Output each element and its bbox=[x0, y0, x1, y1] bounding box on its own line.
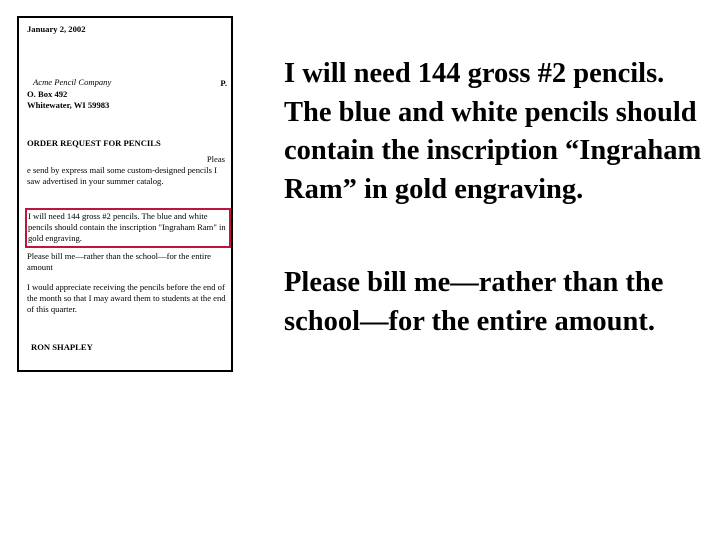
address-city: Whitewater, WI 59983 bbox=[27, 100, 110, 110]
letter-page bbox=[17, 16, 233, 372]
signature: RON SHAPLEY bbox=[31, 342, 93, 352]
letter-heading: ORDER REQUEST FOR PENCILS bbox=[27, 138, 161, 148]
callout-paragraph-2: Please bill me—rather than the school—for the entire amount. bbox=[284, 267, 664, 337]
address-po-box: O. Box 492 bbox=[27, 89, 68, 99]
request-first-fragment: Pleas bbox=[206, 154, 225, 164]
request-paragraph: e send by express mail some custom-designed pencils I saw advertised in your summer catalog. bbox=[27, 165, 217, 186]
highlighted-paragraph: I will need 144 gross #2 pencils. The blue and white pencils should contain the inscription "Ingraham Ram" in gold engraving. bbox=[28, 211, 226, 243]
address-po-prefix: P. bbox=[220, 78, 227, 88]
billing-paragraph: Please bill me—rather than the school—for the entire amount bbox=[27, 251, 211, 272]
company-name: Acme Pencil Company bbox=[33, 77, 112, 87]
letter-date: January 2, 2002 bbox=[27, 24, 86, 34]
callout-paragraph-1: I will need 144 gross #2 pencils. The blue and white pencils should contain the inscription “Ingraham Ram” in gold engraving. bbox=[284, 58, 702, 205]
appreciation-paragraph: I would appreciate receiving the pencils before the end of the month so that I may award them to students at the end of this quarter. bbox=[27, 282, 226, 314]
